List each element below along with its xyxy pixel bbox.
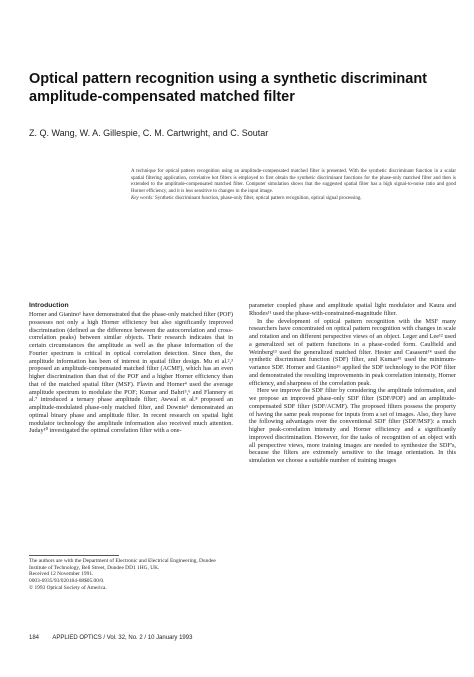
footnote-affiliation: The authors are with the Department of Electronic and Electrical Engineering, Dundee Institute of Technology, Bell Street, Dundee DD1 1HG, UK.: [29, 558, 216, 571]
footnote: [29, 558, 233, 592]
footnote-code: 0003-6935/93/020184-08$05.00/0.: [29, 578, 105, 585]
author-list: Z. Q. Wang, W. A. Gillespie, C. M. Cartwright, and C. Soutar: [29, 128, 269, 138]
footnote-copyright: © 1993 Optical Society of America.: [29, 584, 107, 591]
keywords-label: Key words:: [131, 195, 154, 201]
body-paragraph: In the development of optical pattern recognition with the MSF many researchers have concentrated on optical pattern recognition with changes in scale and rotation and on different perspective views of an object. Leger and Lee¹² used a generalized set of pattern functions in a phase-coded form. Caulfield and Weinberg¹³ used the generalized matched filter. Hester and Casasent¹⁴ used the synthetic discriminant function (SDF) filter, and Kumar¹⁵ used the minimum-variance SDF. Horner and Gianino¹⁶ applied the SDF technology to the POF filter and demonstrated the resulting improvements in peak correlation intensity, Horner efficiency, and sharpness of the correlation peak.: [249, 317, 456, 387]
abstract-text: A technique for optical pattern recognition using an amplitude-compensated matched filter is presented. With the synthetic discriminant function in a scalar spatial filtering application, correlative hot filters is employed to first obtain the synthetic discriminant functions for the phase-only matched filter and then is extended to the amplitude-compensated matched filter. Computer simulation shows that the suggested spatial filter has a high signal-to-noise ratio and good Horner efficiency, and it is less sensitive to changes in the input image.: [131, 169, 456, 194]
article-title: Optical pattern recognition using a synthetic discriminant amplitude-compensated matched filter: [29, 71, 428, 105]
keywords-text: Synthetic discriminant function, phase-only filter, optical pattern recognition, optical signal processing.: [154, 195, 362, 201]
page-number: 184: [29, 635, 40, 641]
body-paragraph: Here we improve the SDF filter by considering the amplitude information, and we propose an improved phase-only SDF filter (SDF/POF) and an amplitude-compensated SDF filter (SDF/ACMF). The proposed filters possess the property of having the same peak response for inputs from a set of images. Also, they have the following advantages over the conventional SDF filter (SDF/MSF): a much higher peak-correlation intensity and Horner efficiency and a significantly improved discrimination. However, for the tasks of recognition of an object with all perspective views, more training images are needed to synthesize the SDF's, because the filters are extremely sensitive to the image orientation. In this simulation we choose a suitable number of training images: [249, 387, 456, 464]
journal-citation: APPLIED OPTICS / Vol. 32, No. 2 / 10 January 1993: [52, 635, 193, 641]
page-footer: [29, 634, 459, 642]
footnote-received: Received 12 November 1991.: [29, 571, 94, 578]
right-column: [249, 302, 456, 465]
left-column: [29, 302, 233, 435]
body-paragraph: Horner and Gianino¹ have demonstrated that the phase-only matched filter (POF) possesses not only a high Horner efficiency but also significantly improved discrimination (defined as the difference between the autocorrelation and cross-correlation peaks) between similar objects. Their research indicates that in certain circumstances the amplitude as well as the phase information of the Fourier spectrum is critical in optical correlation detection. Since then, the amplitude information has been of interest in spatial filter design. Mu et al.²,³ proposed an amplitude-compensated matched filter (ACMF), which has an even higher discrimination than that of the POF and a higher Horner efficiency than that of the matched spatial filter (MSF). Flavin and Horner⁴ used the average amplitude spectrum to modulate the POF; Kumar and Bahri⁵,⁶ and Flannery et al.⁷ introduced a ternary phase amplitude filter; Awwal et al.⁸ proposed an amplitude-modulated phase-only matched filter, and Downie⁹ demonstrated an optimal binary phase and amplitude filter. In recent research on spatial light modulator technology the amplitude information also received much attention. Juday¹⁰ investigated the optimal correlation filter with a one-: [29, 311, 233, 435]
abstract: [131, 169, 456, 202]
keywords: [131, 196, 456, 203]
footnote-divider: [29, 555, 119, 556]
section-heading-introduction: Introduction: [29, 302, 69, 309]
body-paragraph: parameter coupled phase and amplitude spatial light modulator and Kaura and Rhodes¹¹ used the phase-with-constrained-magnitude filter.: [249, 302, 456, 317]
